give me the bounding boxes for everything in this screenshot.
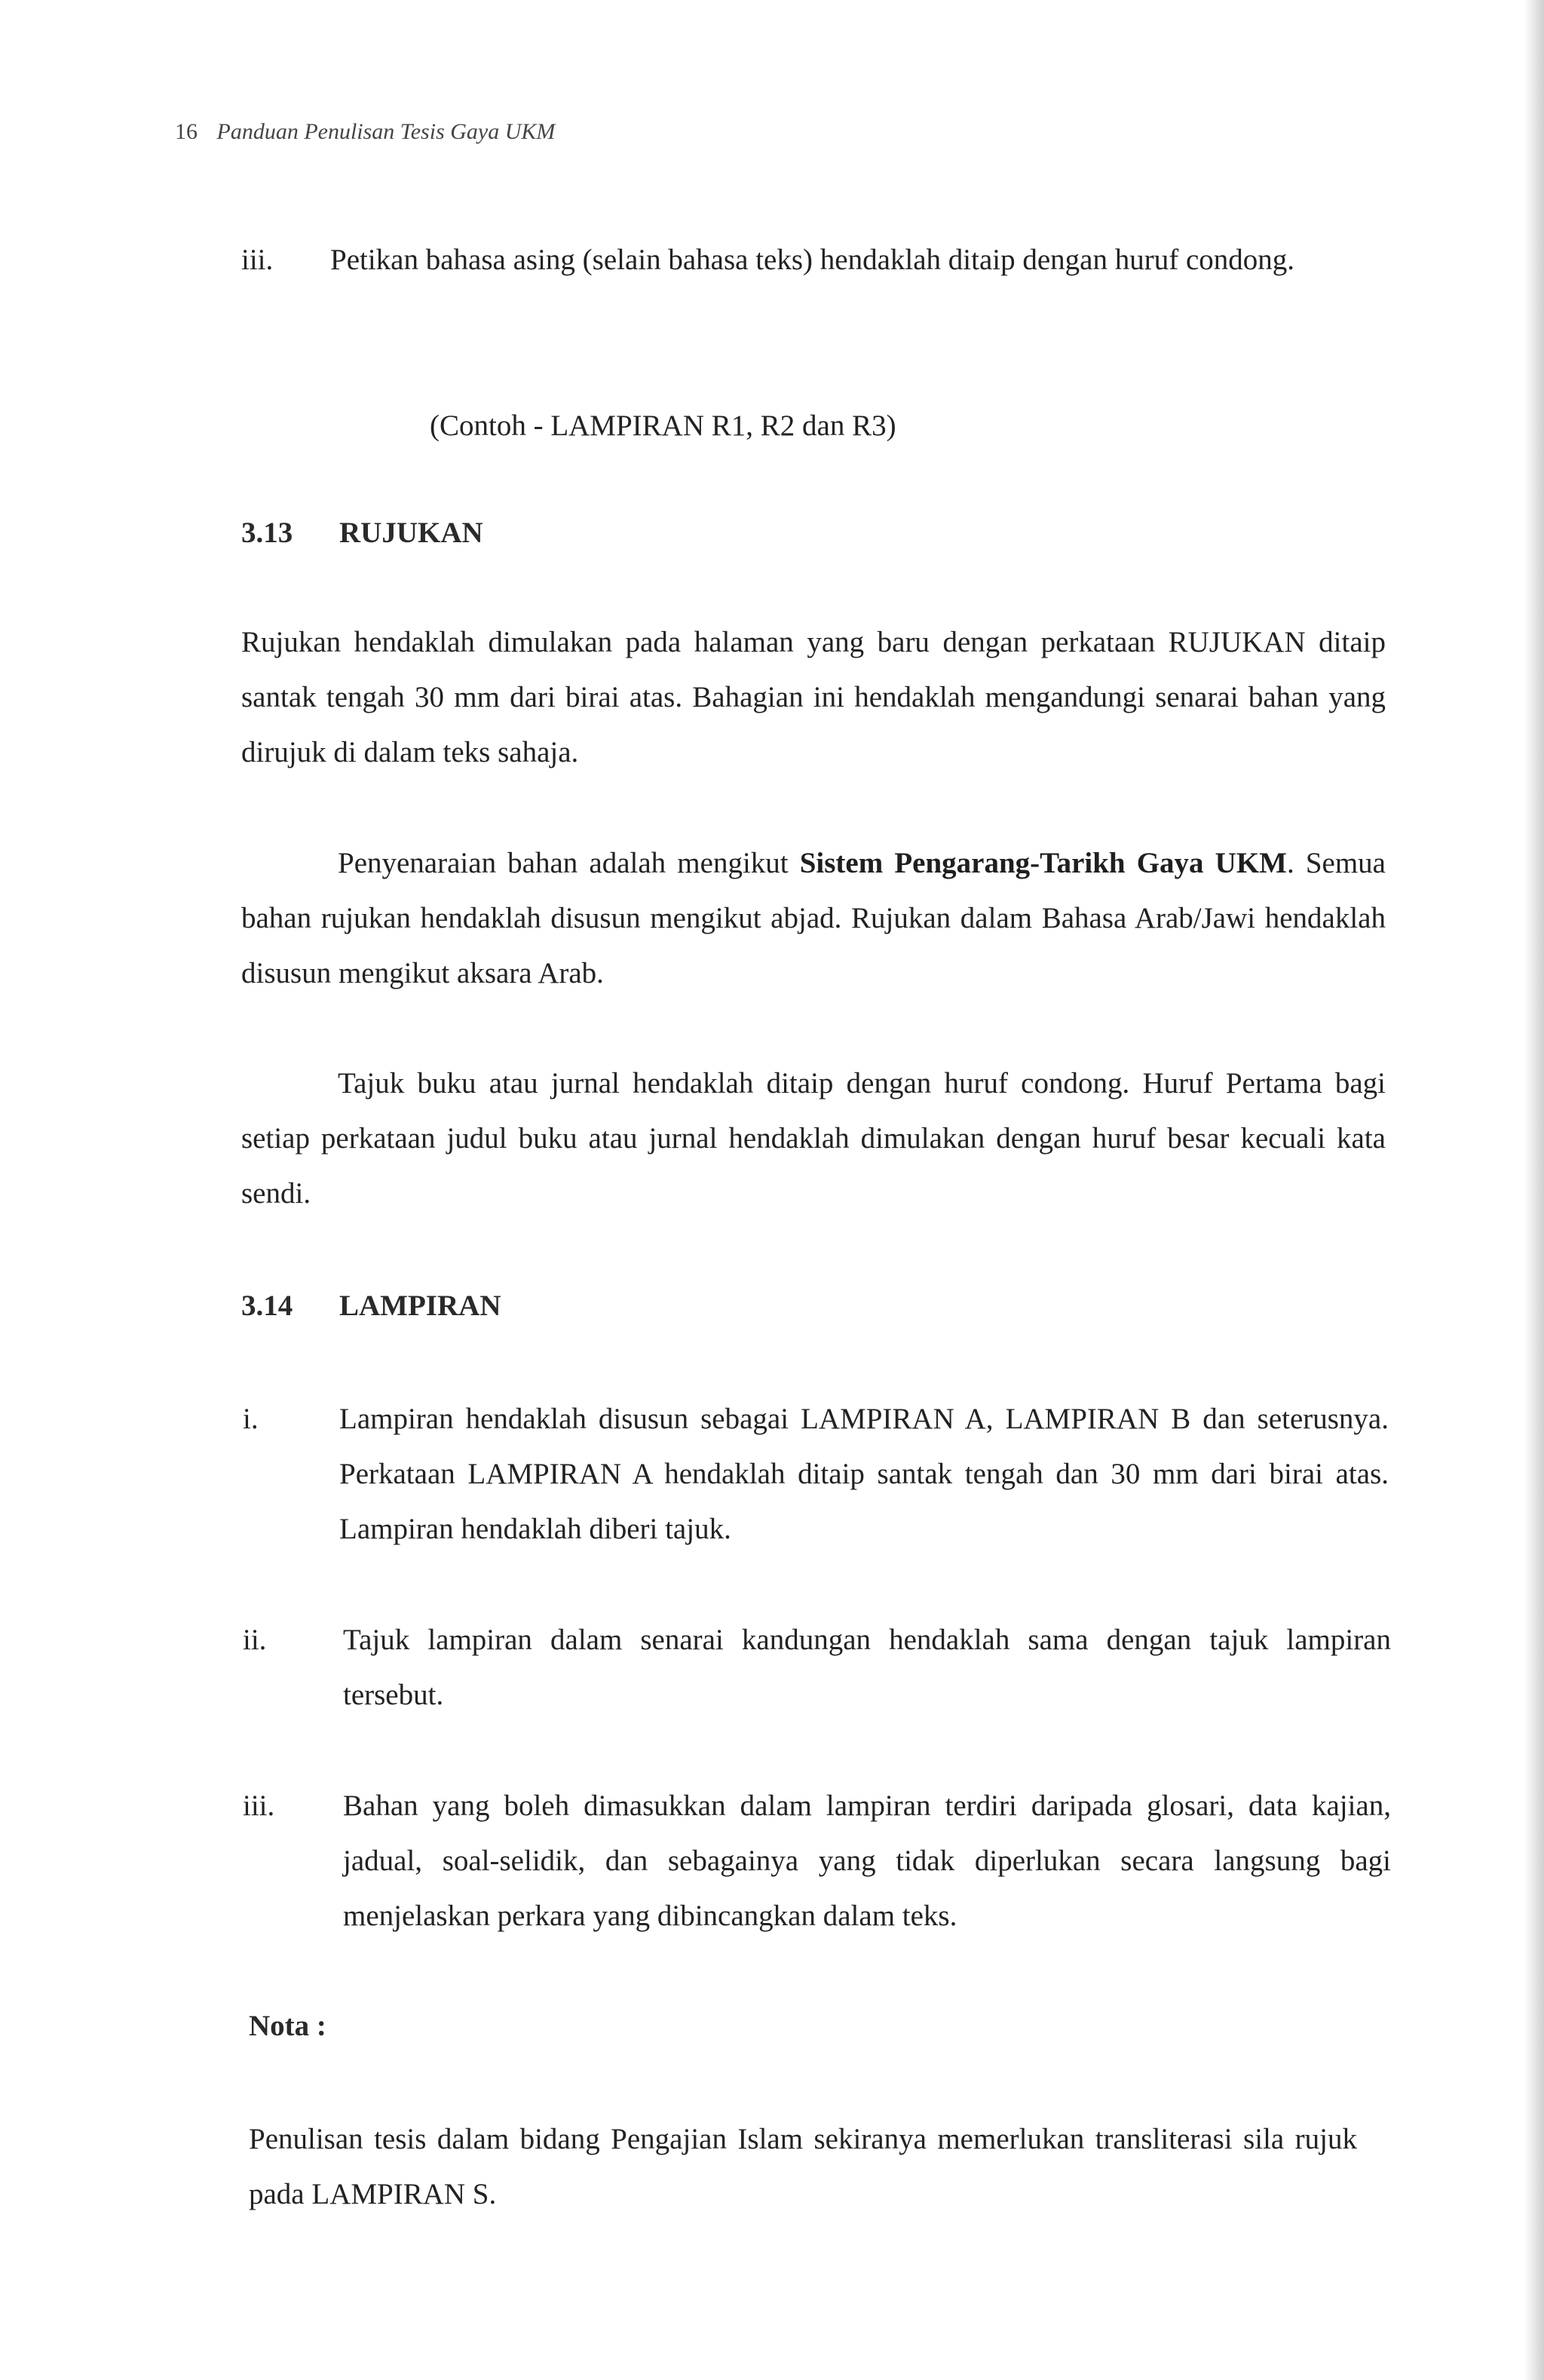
list-marker-i: i.: [243, 1403, 259, 1435]
list-marker-top-iii: iii.: [241, 244, 274, 276]
section-title: LAMPIRAN: [339, 1290, 501, 1322]
running-title: Panduan Penulisan Tesis Gaya UKM: [216, 119, 556, 144]
paragraph-rujukan-3: Tajuk buku atau jurnal hendaklah ditaip dengan huruf condong. Huruf Pertama bagi setiap perkataan judul buku atau jurnal hendaklah dimulakan dengan huruf besar kecuali kata sendi.: [241, 1067, 1386, 1210]
page-number: 16: [175, 119, 198, 144]
paragraph-text: . Semua bahan rujukan hendaklah disusun mengikut abjad. Rujukan dalam Bahasa Arab/Jawi hendaklah disusun mengikut aksara Arab.: [241, 847, 1386, 989]
paragraph-rujukan-1: Rujukan hendaklah dimulakan pada halaman yang baru dengan perkataan RUJUKAN ditaip santak tengah 30 mm dari birai atas. Bahagian ini hendaklah mengandungi senarai bahan yang dirujuk di dalam teks sahaja.: [241, 626, 1386, 768]
section-heading-lampiran: [241, 1278, 501, 1333]
list-item-top-iii: Petikan bahasa asing (selain bahasa teks) hendaklah ditaip dengan huruf condong.: [330, 244, 1295, 276]
note-text: Penulisan tesis dalam bidang Pengajian Islam sekiranya memerlukan transliterasi sila rujuk pada LAMPIRAN S.: [249, 2123, 1357, 2210]
list-marker-iii: iii.: [243, 1790, 275, 1822]
section-title: RUJUKAN: [339, 517, 483, 549]
bold-system-name: Sistem Pengarang-Tarikh Gaya UKM: [799, 847, 1287, 879]
list-marker-ii: ii.: [243, 1624, 267, 1656]
section-number: 3.13: [241, 517, 293, 549]
page-edge-shadow: [1524, 0, 1544, 2380]
note-label: Nota :: [249, 2010, 326, 2042]
section-number: 3.14: [241, 1290, 293, 1322]
example-reference: (Contoh - LAMPIRAN R1, R2 dan R3): [430, 409, 896, 442]
section-heading-rujukan: [241, 505, 483, 560]
paragraph-text: Penyenaraian bahan adalah mengikut: [338, 847, 800, 879]
list-item-lampiran-ii: Tajuk lampiran dalam senarai kandungan hendaklah sama dengan tajuk lampiran tersebut.: [343, 1624, 1391, 1711]
running-header: [175, 119, 555, 145]
paragraph-rujukan-2: [241, 836, 1386, 1001]
list-item-lampiran-i: Lampiran hendaklah disusun sebagai LAMPIRAN A, LAMPIRAN B dan seterusnya. Perkataan LAMPIRAN A hendaklah ditaip santak tengah dan 30 mm dari birai atas. Lampiran hendaklah diberi tajuk.: [339, 1403, 1389, 1545]
list-item-lampiran-iii: Bahan yang boleh dimasukkan dalam lampiran terdiri daripada glosari, data kajian, jadual, soal-selidik, dan sebagainya yang tidak diperlukan secara langsung bagi menjelaskan perkara yang dibincangkan dalam teks.: [343, 1790, 1391, 1932]
